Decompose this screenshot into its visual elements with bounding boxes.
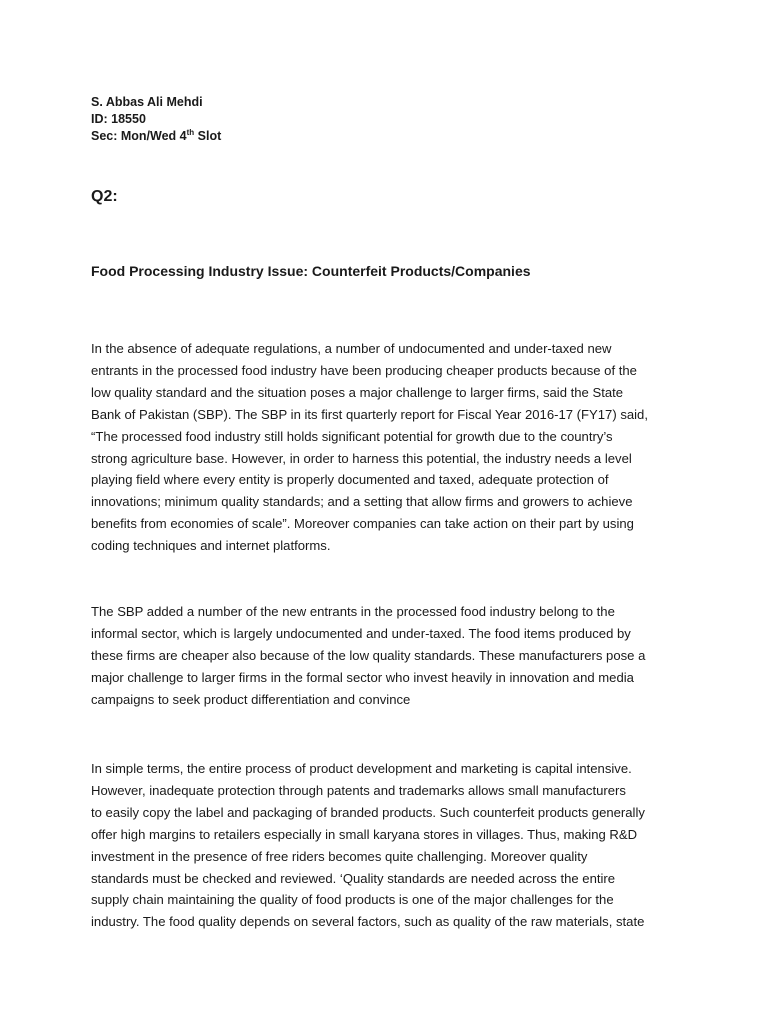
paragraph-line: The SBP added a number of the new entrants in the processed food industry belong to the (91, 604, 615, 619)
paragraph-line: innovations; minimum quality standards; and a setting that allow firms and growers to achieve (91, 494, 633, 510)
document-title: Food Processing Industry Issue: Counterfeit Products/Companies (91, 263, 531, 279)
paragraph-line: supply chain maintaining the quality of food products is one of the major challenges for the (91, 892, 614, 908)
section-prefix: Sec: Mon/Wed 4 (91, 129, 187, 143)
paragraph-line: these firms are cheaper also because of the low quality standards. These manufacturers pose a (91, 647, 646, 663)
paragraph-line: offer high margins to retailers especially in small karyana stores in villages. Thus, making R&D (91, 826, 638, 842)
paragraph-line: low quality standard and the situation poses a major challenge to larger firms, said the State (91, 384, 624, 400)
paragraph-line: strong agriculture base. However, in order to harness this potential, the industry needs a level (91, 450, 632, 466)
paragraph-line: playing field where every entity is properly documented and taxed, adequate protection of (91, 472, 609, 488)
student-id: ID: 18550 (91, 112, 146, 126)
paragraph-line: “The processed food industry still holds significant potential for growth due to the country’s (91, 428, 613, 444)
paragraph-line: investment in the presence of free riders becomes quite challenging. Moreover quality (91, 848, 588, 864)
paragraph-line: campaigns to seek product differentiation and convince (91, 691, 411, 707)
author-name: S. Abbas Ali Mehdi (91, 95, 203, 109)
paragraph-line: standards must be checked and reviewed. ‘Quality standards are needed across the entire (91, 870, 616, 886)
section-suffix: Slot (194, 129, 222, 143)
author-header (91, 94, 221, 145)
paragraph-line: industry. The food quality depends on several factors, such as quality of the raw materials, state (91, 914, 645, 930)
paragraph-line: major challenge to larger firms in the formal sector who invest heavily in innovation and media (91, 669, 634, 685)
paragraph-line: informal sector, which is largely undocumented and under-taxed. The food items produced by (91, 625, 631, 641)
paragraph-line: benefits from economies of scale”. Moreover companies can take action on their part by using (91, 516, 634, 532)
paragraph-line: Bank of Pakistan (SBP). The SBP in its first quarterly report for Fiscal Year 2016-17 (FY17) said, (91, 406, 648, 422)
question-label: Q2: (91, 188, 118, 205)
paragraph-3 (91, 758, 681, 933)
paragraph-line: coding techniques and internet platforms. (91, 538, 331, 554)
paragraph-line: In the absence of adequate regulations, a number of undocumented and under-taxed new (91, 341, 612, 356)
paragraph-line: entrants in the processed food industry have been producing cheaper products because of the (91, 362, 637, 378)
paragraph-line: However, inadequate protection through patents and trademarks allows small manufacturers (91, 782, 626, 798)
paragraph-1 (91, 338, 681, 557)
section-superscript: th (186, 127, 195, 137)
paragraph-2 (91, 601, 681, 711)
section-line (91, 128, 221, 145)
paragraph-line: In simple terms, the entire process of product development and marketing is capital intensive. (91, 761, 632, 776)
paragraph-line: to easily copy the label and packaging of branded products. Such counterfeit products generally (91, 804, 645, 820)
